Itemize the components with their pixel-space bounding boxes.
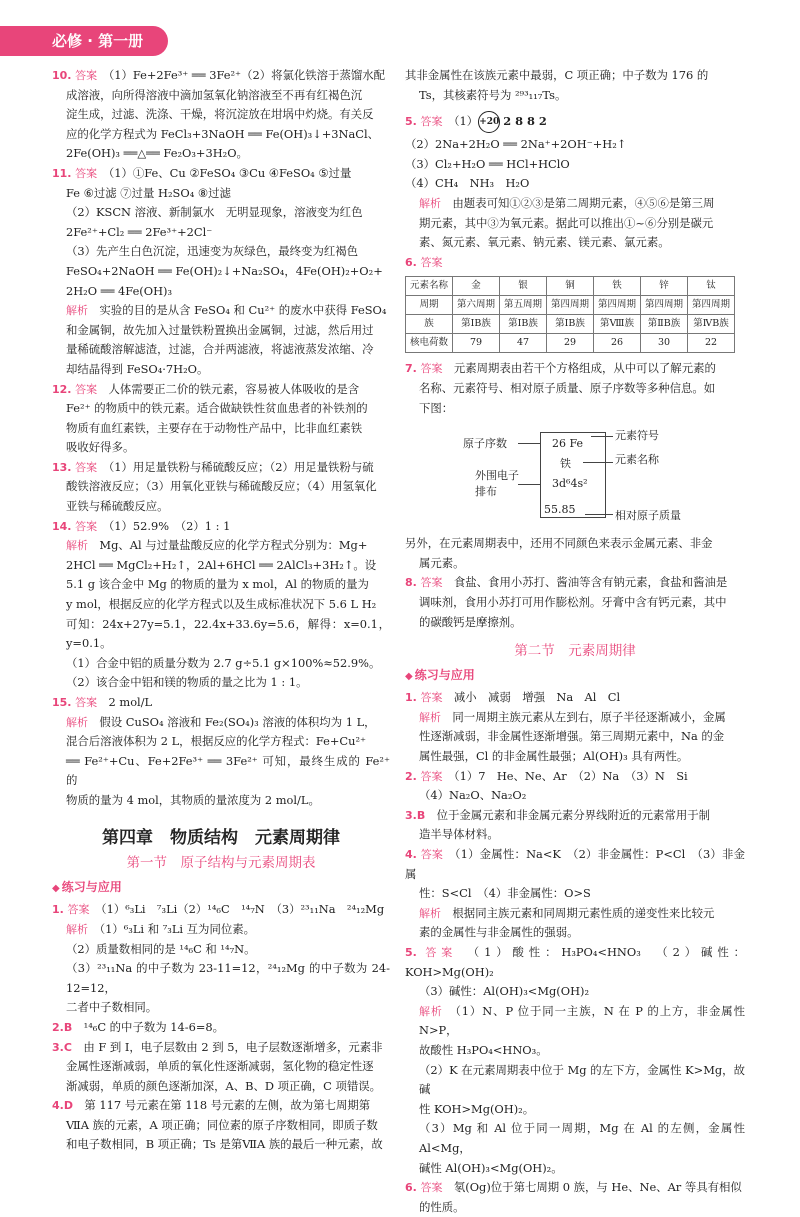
atom-nucleus-icon: +20 — [478, 111, 500, 133]
question-number: 5. — [405, 946, 417, 959]
diagram-leader-line — [518, 443, 540, 444]
answer-line — [405, 379, 745, 399]
answer-text: （1）7 He、Ne、Ar （2）Na （3）N Si — [453, 768, 688, 783]
question-number: 1. — [52, 903, 64, 917]
analysis-label: 解析 — [419, 906, 441, 920]
answer-tag: 答案 — [420, 769, 443, 783]
answer-text: 名称、元素符号、相对原子质量、原子序数等多种信息。如 — [419, 380, 716, 395]
table-row — [406, 315, 735, 334]
analysis-text: 假设 CuSO₄ 溶液和 Fe₂(SO₄)₃ 溶液的体积均为 1 L， — [99, 714, 376, 729]
answer-line — [52, 900, 390, 920]
answer-line — [52, 1057, 390, 1077]
table-cell: 30 — [641, 334, 688, 353]
answer-text: 亚铁与稀硫酸反应。 — [66, 499, 169, 514]
question-number: 11. — [52, 166, 72, 180]
section-title: 第二节 元素周期律 — [514, 643, 636, 660]
analysis-text: 属性最强，Cl 的非金属性最强；Al(OH)₃ 具有两性。 — [419, 749, 689, 764]
table-row — [406, 277, 735, 296]
table-cell: 第ⅡB族 — [641, 315, 688, 334]
analysis-label: 解析 — [66, 539, 88, 553]
answer-tag: 答案 — [420, 576, 443, 590]
analysis-text: 2HCl ══ MgCl₂+H₂↑，2Al+6HCl ══ 2AlCl₃+3H₂↑。设 — [66, 557, 377, 572]
analysis-text: （1）⁶₃Li 和 ⁷₃Li 互为同位素。 — [99, 921, 256, 936]
answer-line — [405, 613, 745, 633]
answer-text: 2H₂O ══ 4Fe(OH)₃ — [66, 283, 173, 298]
analysis-line — [52, 673, 390, 693]
analysis-line — [405, 708, 745, 728]
answer-text: 元素周期表由若干个方格组成，从中可以了解元素的 — [453, 361, 716, 376]
answer-line — [52, 242, 390, 262]
analysis-line — [405, 1061, 745, 1100]
answer-text: 物质有血红素铁，主要存在于动物性产品中，比非血红素铁 — [66, 420, 363, 435]
table-cell: 铜 — [547, 277, 594, 296]
analysis-line — [52, 340, 390, 360]
table-row — [406, 296, 735, 315]
table-cell: 元素名称 — [406, 277, 453, 296]
answer-tag: 答案 — [420, 255, 443, 269]
answer-tag: 答案 — [75, 69, 98, 82]
answer-line — [405, 399, 745, 419]
analysis-text: 素、氮元素、氧元素、钠元素、镁元素、氯元素。 — [419, 235, 670, 250]
analysis-line — [405, 923, 745, 943]
analysis-line — [52, 321, 390, 341]
table-cell: 第ⅠB族 — [547, 315, 594, 334]
answer-text: FeSO₄+2NaOH ══ Fe(OH)₂↓+Na₂SO₄，4Fe(OH)₂+O₂+ — [66, 263, 383, 278]
answer-line — [52, 438, 390, 458]
table-cell: 核电荷数 — [406, 334, 453, 353]
question-number: 8. — [405, 576, 417, 590]
answer-text: （1）金属性：Na<K （2）非金属性：P<Cl （3）非金属 — [405, 847, 745, 881]
diamond-icon: ◆ — [405, 670, 413, 682]
analysis-line — [405, 214, 745, 234]
question-number: 4.D — [52, 1099, 73, 1113]
diagram-atomic_number: 原子序数 — [463, 437, 507, 451]
diagram-symbol_label: 元素符号 — [615, 429, 659, 443]
analysis-text: Mg、Al 与过量盐酸反应的化学方程式分别为：Mg+ — [99, 538, 368, 553]
table-cell: 铁 — [594, 277, 641, 296]
analysis-text: 5.1 g 该合金中 Mg 的物质的量为 x mol，Al 的物质的量为 — [66, 577, 369, 592]
answer-text: 调味剂，食用小苏打可用作膨松剂。牙膏中含有钙元素，其中 — [419, 594, 727, 609]
table-cell: 第四周期 — [641, 296, 688, 315]
answer-tag: 答案 — [75, 696, 98, 709]
analysis-text: 可知：24x+27y=5.1，22.4x+33.6y=5.6，解得：x=0.1，y=0.1。 — [66, 616, 390, 651]
diagram-value: 26 Fe — [552, 437, 584, 451]
left-column — [52, 66, 390, 1155]
analysis-text: 同一周期主族元素从左到右，原子半径逐渐减小，金属 — [452, 709, 726, 724]
answer-line — [405, 253, 745, 273]
question-number: 6. — [405, 1181, 417, 1195]
answer-text: 减小 减弱 增强 Na Al Cl — [453, 690, 621, 705]
table-cell: 第五周期 — [500, 296, 547, 315]
practice-heading — [52, 878, 390, 899]
analysis-text: 实验的目的是从含 FeSO₄ 和 Cu²⁺ 的废水中获得 FeSO₄ — [99, 303, 387, 318]
analysis-text: （1）N、P 位于同一主族，N 在 P 的上方，非金属性 N>P， — [419, 1003, 745, 1038]
analysis-line — [52, 959, 390, 998]
question-number: 10. — [52, 69, 72, 82]
answer-text: 应的化学方程式为 FeCl₃+3NaOH ══ Fe(OH)₃↓+3NaCl、 — [66, 126, 380, 141]
diagram-leader-line — [518, 484, 540, 485]
table-cell: 第ⅠB族 — [500, 315, 547, 334]
section-title: 第一节 原子结构与元素周期表 — [126, 855, 316, 872]
answer-line — [405, 593, 745, 613]
answer-line — [52, 282, 390, 302]
answer-line — [52, 223, 390, 243]
answer-line — [405, 943, 745, 982]
answer-text: Fe ⑥过滤 ⑦过量 H₂SO₄ ⑧过滤 — [66, 185, 231, 200]
answer-line — [405, 359, 745, 379]
table-cell: 族 — [406, 315, 453, 334]
answer-text: 金属性逐渐减弱，单质的氧化性逐渐减弱，氢化物的稳定性逐 — [66, 1059, 374, 1074]
analysis-line — [52, 595, 390, 615]
answer-line — [405, 806, 745, 826]
question-number: 5. — [405, 115, 417, 129]
analysis-text: 和金属铜，故先加入过量铁粉置换出金属铜，过滤，然后用过 — [66, 322, 374, 337]
diagram-name_val: 铁 — [560, 457, 571, 471]
table-cell: 周期 — [406, 296, 453, 315]
diagram-leader-line — [591, 436, 613, 437]
answer-line — [52, 477, 390, 497]
answer-tag: 答案 — [420, 691, 443, 705]
answer-text: （1）52.9% （2）1 : 1 — [108, 518, 231, 533]
answer-text: （1）①Fe、Cu ②FeSO₄ ③Cu ④FeSO₄ ⑤过量 — [108, 165, 352, 180]
answer-line: 其非金属性在该族元素中最弱，C 项正确；中子数为 176 的 — [405, 68, 709, 82]
answer-line — [405, 1198, 745, 1217]
analysis-line — [405, 194, 745, 214]
table-cell: 银 — [500, 277, 547, 296]
answer-line — [405, 1178, 745, 1198]
analysis-text: （3）Mg 和 Al 位于同一周期，Mg 在 Al 的左侧，金属性 Al<Mg， — [419, 1121, 745, 1155]
analysis-text: 量稀硫酸溶解滤渣，过滤，合并两滤液，将滤液蒸发浓缩、冷 — [66, 342, 374, 357]
analysis-text: 素的金属性与非金属性的强弱。 — [419, 925, 579, 940]
answer-line — [52, 380, 390, 400]
question-number: 3.B — [405, 808, 426, 822]
answer-line — [52, 1018, 390, 1038]
answer-tag: 答案 — [75, 519, 98, 533]
analysis-text: （2）质量数相同的是 ¹⁴₆C 和 ¹⁴₇N。 — [66, 941, 256, 956]
answer-text: 吸收好得多。 — [66, 440, 135, 455]
answer-line — [52, 86, 390, 106]
answer-text: （2）KSCN 溶液、新制氯水 无明显现象，溶液变为红色 — [66, 205, 363, 220]
table-row — [406, 334, 735, 353]
table-cell: 第四周期 — [688, 296, 735, 315]
answer-tag: 答案 — [420, 848, 444, 862]
answer-text: 淀生成，过滤、洗涤、干燥，将沉淀放在坩埚中灼烧。有关反 — [66, 107, 374, 122]
analysis-text: （2）K 在元素周期表中位于 Mg 的左下方，金属性 K>Mg，故碱 — [419, 1062, 745, 1097]
answer-line: （3）Cl₂+H₂O ══ HCl+HClO — [405, 156, 570, 171]
element-cell-diagram — [405, 422, 745, 530]
analysis-line — [52, 360, 390, 380]
table-cell: 第四周期 — [547, 296, 594, 315]
question-number: 6. — [405, 255, 417, 269]
question-number: 4. — [405, 848, 417, 862]
answer-line — [52, 517, 390, 537]
answer-line — [405, 573, 745, 593]
diagram-config: 3d⁶4s² — [552, 477, 588, 491]
answer-line — [52, 497, 390, 517]
answer-line — [52, 1135, 390, 1155]
table-cell: 22 — [688, 334, 735, 353]
answer-text: 第 117 号元素在第 118 号元素的左侧，故为第七周期第 — [84, 1098, 371, 1113]
answer-text: 成溶液，向所得溶液中滴加氢氧化钠溶液至不再有红褐色沉 — [66, 87, 363, 102]
answer-line — [52, 419, 390, 439]
table-cell: 第六周期 — [453, 296, 500, 315]
analysis-line — [52, 575, 390, 595]
answer-line: Ts，其核素符号为 ²⁹³₁₁₇Ts。 — [419, 87, 567, 102]
answer-line: 属元素。 — [419, 555, 465, 570]
table-cell: 47 — [500, 334, 547, 353]
diagram-name_label: 元素名称 — [615, 453, 659, 467]
answer-line — [52, 1077, 390, 1097]
answer-text: 由 F 到 I，电子层数由 2 到 5，电子层数逐渐增多，元素非 — [83, 1039, 383, 1054]
answer-line — [405, 845, 745, 884]
answer-text: 位于金属元素和非金属元素分界线附近的元素常用于制 — [436, 807, 711, 822]
question-number: 12. — [52, 382, 72, 396]
table-cell: 第ⅠB族 — [453, 315, 500, 334]
analysis-text: ══ Fe²⁺+Cu、Fe+2Fe³⁺ ══ 3Fe²⁺ 可知，最终生成的 Fe²⁺ 的 — [66, 753, 390, 788]
table-cell: 锌 — [641, 277, 688, 296]
question-number: 1. — [405, 691, 417, 705]
answer-text: ⅦA 族的元素，A 项正确；同位素的原子序数相同，即质子数 — [66, 1117, 378, 1132]
right-column — [405, 66, 745, 1217]
analysis-text: （3）²³₁₁Na 的中子数为 23-11=12，²⁴₁₂Mg 的中子数为 24-12=12， — [66, 961, 390, 995]
answer-text: 渐减弱，单质的颜色逐渐加深，A、B、D 项正确，C 项错误。 — [66, 1078, 382, 1093]
answer-text: （1）Fe+2Fe³⁺ ══ 3Fe²⁺（2）将氯化铁溶于蒸馏水配 — [108, 68, 386, 82]
answer-line — [405, 825, 745, 845]
analysis-text: （1）合金中铝的质量分数为 2.7 g÷5.1 g×100%≈52.9%。 — [66, 655, 381, 670]
answer-line — [52, 164, 390, 184]
analysis-line — [405, 1159, 745, 1179]
answer-line — [52, 125, 390, 145]
analysis-line — [405, 904, 745, 924]
analysis-text: 性逐渐减弱，非金属性逐渐增强。第三周期元素中，Na 的金 — [419, 729, 725, 744]
answer-line: （4）CH₄ NH₃ H₂O — [405, 176, 530, 191]
analysis-label: 解析 — [419, 1004, 443, 1018]
analysis-line — [405, 1002, 745, 1041]
answer-text: 2Fe²⁺+Cl₂ ══ 2Fe³⁺+2Cl⁻ — [66, 224, 213, 239]
analysis-line — [405, 233, 745, 253]
element-table — [405, 276, 735, 353]
answer-text: 2Fe(OH)₃ ══△══ Fe₂O₃+3H₂O。 — [66, 146, 248, 161]
answer-text: （4）Na₂O、Na₂O₂ — [419, 788, 527, 803]
question-number: 15. — [52, 696, 72, 709]
analysis-text: 却结晶得到 FeSO₄·7H₂O。 — [66, 361, 209, 376]
analysis-line — [52, 556, 390, 576]
answer-tag: 答案 — [420, 1181, 443, 1195]
analysis-label: 解析 — [66, 715, 88, 729]
answer-text: 下图： — [419, 400, 454, 415]
answer-tag: 答案 — [425, 946, 458, 959]
analysis-text: 性 KOH>Mg(OH)₂。 — [419, 1101, 535, 1116]
analysis-label: 解析 — [419, 196, 441, 210]
analysis-text: 碱性 Al(OH)₃<Mg(OH)₂。 — [419, 1160, 563, 1175]
analysis-label: 解析 — [66, 922, 88, 936]
answer-text: Fe²⁺ 的物质中的铁元素。适合做缺铁性贫血患者的补铁剂的 — [66, 401, 368, 416]
analysis-line — [52, 654, 390, 674]
table-cell: 26 — [594, 334, 641, 353]
answer-line: 5. 答案 （1）+20 2 8 8 2 — [405, 111, 745, 133]
answer-text: 食盐、食用小苏打、酱油等含有钠元素，食盐和酱油是 — [453, 575, 728, 590]
answer-tag: 答案 — [75, 166, 98, 180]
answer-text: （3）先产生白色沉淀，迅速变为灰绿色，最终变为红褐色 — [66, 244, 359, 259]
answer-text: （1）用足量铁粉与稀硫酸反应；（2）用足量铁粉与硫 — [108, 459, 374, 474]
answer-text: （1）⁶₃Li ⁷₃Li（2）¹⁴₆C ¹⁴₇N （3）²³₁₁Na ²⁴₁₂Mg — [100, 902, 385, 917]
table-cell: 金 — [453, 277, 500, 296]
analysis-line — [405, 1100, 745, 1120]
analysis-text: 由题表可知①②③是第二周期元素，④⑤⑥是第三周 — [452, 195, 715, 210]
diagram-config_label: 外围电子排布 — [475, 469, 519, 499]
question-number: 2. — [405, 769, 417, 783]
answer-text: 性：S<Cl （4）非金属性：O>S — [419, 886, 591, 901]
analysis-line — [52, 536, 390, 556]
analysis-line — [405, 1041, 745, 1061]
analysis-line — [52, 920, 390, 940]
answer-line — [52, 66, 390, 86]
answer-line — [405, 884, 745, 904]
diagram-mass: 55.85 — [544, 503, 576, 517]
answer-line — [52, 1038, 390, 1058]
analysis-text: 二者中子数相同。 — [66, 1000, 158, 1015]
analysis-line — [405, 727, 745, 747]
answer-line — [52, 1116, 390, 1136]
answer-text: 氡(Og)位于第七周期 0 族，与 He、Ne、Ar 等具有相似 — [453, 1180, 742, 1195]
answer-line — [52, 1096, 390, 1116]
table-cell: 第Ⅷ族 — [594, 315, 641, 334]
answer-line — [52, 458, 390, 478]
answer-line — [52, 144, 390, 164]
analysis-line — [52, 998, 390, 1018]
answer-text: （3）碱性：Al(OH)₃<Mg(OH)₂ — [419, 984, 590, 999]
analysis-line — [52, 301, 390, 321]
question-number: 7. — [405, 362, 417, 376]
analysis-line — [52, 791, 390, 811]
atom-shells: 2 8 8 2 — [503, 114, 547, 129]
question-number: 2.B — [52, 1020, 73, 1034]
answer-line — [52, 399, 390, 419]
answer-text: 人体需要正二价的铁元素，容易被人体吸收的是含 — [108, 381, 360, 396]
analysis-text: （2）该合金中铝和镁的物质的量之比为 1 : 1。 — [66, 675, 308, 690]
analysis-line — [52, 752, 390, 791]
question-number: 13. — [52, 460, 72, 474]
analysis-text: 物质的量为 4 mol，其物质的量浓度为 2 mol/L。 — [66, 792, 320, 807]
answer-text: 造半导体材料。 — [419, 827, 499, 842]
header-tab: 必修 · 第一册 — [0, 26, 168, 56]
answer-line — [52, 262, 390, 282]
analysis-label: 解析 — [66, 304, 88, 318]
answer-text: ¹⁴₆C 的中子数为 14-6=8。 — [83, 1019, 225, 1034]
diamond-icon: ◆ — [52, 882, 60, 894]
answer-line — [52, 105, 390, 125]
answer-text: 2 mol/L — [108, 695, 153, 709]
answer-text: 和电子数相同，B 项正确；Ts 是第ⅦA 族的最后一种元素，故 — [66, 1137, 383, 1152]
answer-text: （1）酸性：H₃PO₄<HNO₃ （2）碱性：KOH>Mg(OH)₂ — [405, 945, 746, 979]
answer-line — [405, 688, 745, 708]
analysis-label: 解析 — [419, 710, 441, 724]
analysis-line — [52, 713, 390, 733]
analysis-line — [52, 615, 390, 654]
answer-line: 另外，在元素周期表中，还用不同颜色来表示金属元素、非金 — [405, 536, 713, 551]
diagram-leader-line — [583, 462, 613, 463]
answer-tag: 答案 — [75, 382, 98, 396]
answer-tag: 答案 — [67, 903, 90, 917]
answer-tag: 答案 — [75, 460, 98, 474]
table-cell: 29 — [547, 334, 594, 353]
analysis-text: 期元素，其中③为氧元素。据此可以推出①~⑥分别是碳元 — [419, 215, 714, 230]
analysis-line — [405, 1119, 745, 1158]
practice-label: 练习与应用 — [61, 879, 122, 894]
practice-heading — [405, 666, 745, 687]
table-cell: 钛 — [688, 277, 735, 296]
answer-line — [405, 786, 745, 806]
table-cell: 第四周期 — [594, 296, 641, 315]
analysis-line — [52, 940, 390, 960]
answer-line — [405, 767, 745, 787]
diagram-mass_label: 相对原子质量 — [615, 509, 681, 523]
answer-tag: 答案 — [420, 362, 443, 376]
answer-line — [405, 982, 745, 1002]
table-cell: 79 — [453, 334, 500, 353]
question-number: 14. — [52, 519, 72, 533]
table-cell: 第ⅣB族 — [688, 315, 735, 334]
answer-text: 酸铁溶液反应；（3）用氧化亚铁与稀硫酸反应；（4）用氢氧化 — [66, 479, 377, 494]
analysis-text: 根据同主族元素和同周期元素性质的递变性来比较元 — [452, 905, 715, 920]
diagram-leader-line — [585, 514, 613, 515]
answer-line: （2）2Na+2H₂O ══ 2Na⁺+2OH⁻+H₂↑ — [405, 137, 627, 152]
analysis-text: y mol，根据反应的化学方程式以及生成标准状况下 5.6 L H₂ — [66, 597, 377, 612]
answer-text: 的性质。 — [419, 1199, 465, 1214]
analysis-line — [52, 732, 390, 752]
answer-line — [52, 693, 390, 713]
chapter-title: 第四章 物质结构 元素周期律 — [102, 827, 340, 848]
answer-text: 的碳酸钙是摩擦剂。 — [419, 614, 522, 629]
practice-label: 练习与应用 — [414, 667, 475, 682]
question-number: 3.C — [52, 1040, 72, 1054]
analysis-text: 故酸性 H₃PO₄<HNO₃。 — [419, 1042, 548, 1057]
answer-line — [52, 184, 390, 204]
analysis-line — [405, 747, 745, 767]
answer-tag: 答案 — [420, 115, 443, 129]
answer-line — [52, 203, 390, 223]
analysis-text: 混合后溶液体积为 2 L，根据反应的化学方程式：Fe+Cu²⁺ — [66, 734, 367, 749]
